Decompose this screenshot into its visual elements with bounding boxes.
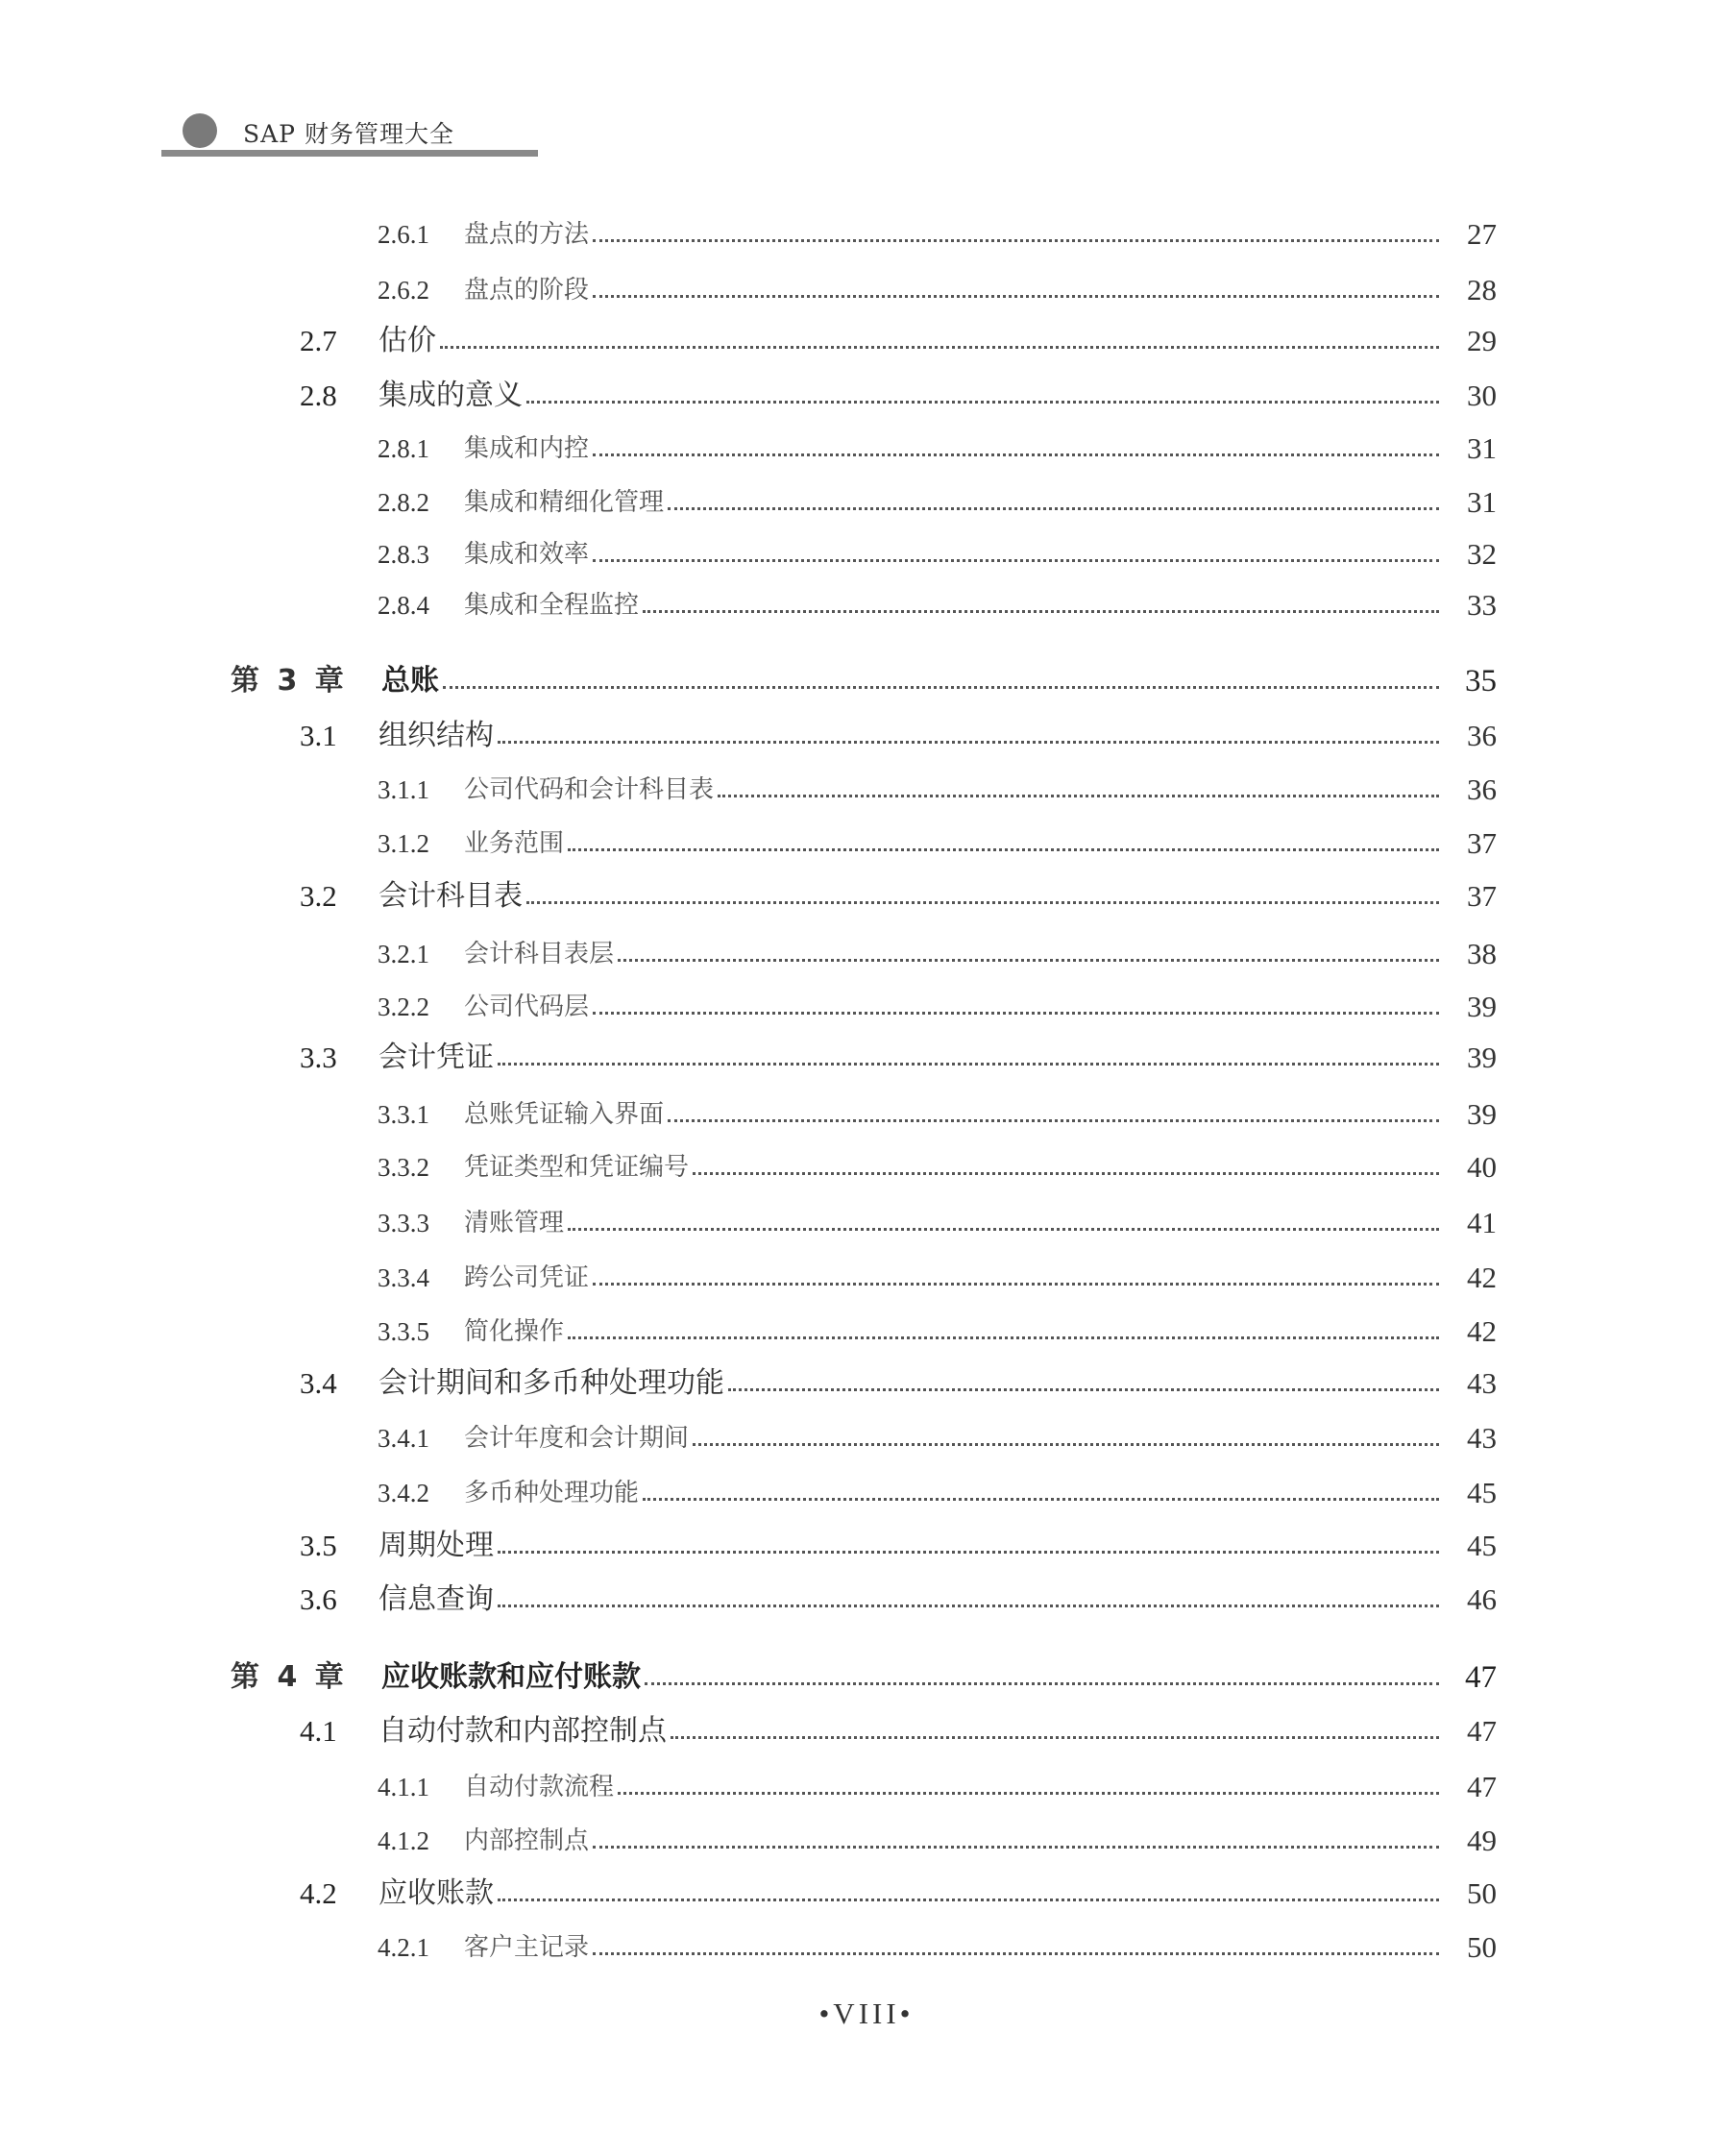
header-rule (161, 150, 538, 157)
toc-entry-number: 3.2.2 (378, 992, 429, 1021)
toc-entry[interactable] (0, 1923, 1733, 1972)
dot-leader (728, 1360, 1439, 1408)
dot-leader (593, 1817, 1439, 1865)
toc-entry-number: 3.2 (300, 879, 337, 913)
toc-entry-page: 45 (1467, 1529, 1497, 1562)
toc-entry-number: 4.1.2 (378, 1826, 429, 1855)
toc-entry[interactable] (0, 1707, 1733, 1755)
toc-entry-number: 3.6 (300, 1582, 337, 1616)
toc-entry-page: 47 (1467, 1714, 1497, 1748)
toc-entry-page: 31 (1467, 431, 1497, 465)
toc-entry-number: 3.3.5 (378, 1317, 429, 1346)
toc-entry-title: 集成和内控 (464, 434, 590, 463)
toc-entry-page: 46 (1467, 1582, 1497, 1616)
toc-entry-page: 36 (1467, 719, 1497, 752)
toc-entry[interactable] (0, 372, 1733, 420)
toc-entry-title: 盘点的方法 (464, 220, 590, 249)
toc-entry-number: 3.3.4 (378, 1263, 429, 1292)
toc-entry-title: 集成和精细化管理 (464, 488, 665, 517)
toc-entry-title: 客户主记录 (464, 1933, 590, 1962)
toc-entry[interactable] (0, 766, 1733, 814)
toc-entry-page: 35 (1465, 664, 1497, 698)
toc-entry-page: 45 (1467, 1476, 1497, 1509)
toc-entry[interactable] (0, 712, 1733, 760)
toc-entry[interactable] (0, 1090, 1733, 1139)
toc-entry-number: 3.3.1 (378, 1100, 429, 1129)
dot-leader (498, 712, 1439, 760)
toc-entry-page: 39 (1467, 1097, 1497, 1131)
dot-leader (643, 581, 1439, 629)
dot-leader (498, 1870, 1439, 1918)
toc-entry-number: 3.1 (300, 719, 337, 752)
toc-entry-title: 盘点的阶段 (464, 276, 590, 305)
dot-leader (593, 1254, 1439, 1302)
dot-leader (526, 872, 1439, 920)
toc-entry-title: 组织结构 (378, 719, 494, 752)
toc-entry-title: 应收账款和应付账款 (381, 1660, 641, 1694)
book-title: SAP 财务管理大全 (243, 120, 454, 148)
dot-leader (593, 210, 1439, 258)
toc-entry-title: 自动付款流程 (464, 1773, 615, 1801)
toc-entry-title: 多币种处理功能 (464, 1479, 640, 1507)
toc-entry[interactable] (0, 1414, 1733, 1462)
dot-leader (643, 1469, 1439, 1517)
toc-entry-title: 会计科目表层 (464, 940, 615, 968)
toc-entry-number: 3.1.2 (378, 829, 429, 858)
toc-entry-number: 4.2.1 (378, 1933, 429, 1962)
toc-entry-title: 自动付款和内部控制点 (378, 1714, 667, 1748)
toc-entry-page: 33 (1467, 588, 1497, 622)
dot-leader (693, 1143, 1439, 1191)
toc-entry-page: 36 (1467, 772, 1497, 806)
toc-entry[interactable] (0, 872, 1733, 920)
toc-entry[interactable] (0, 1763, 1733, 1811)
toc-entry[interactable] (0, 478, 1733, 527)
toc-entry[interactable] (0, 317, 1733, 365)
toc-entry-number: 4.2 (300, 1876, 337, 1910)
toc-entry-page: 50 (1467, 1876, 1497, 1910)
dot-leader (568, 820, 1439, 868)
toc-entry-title: 内部控制点 (464, 1826, 590, 1855)
toc-entry-page: 42 (1467, 1314, 1497, 1348)
toc-entry-page: 31 (1467, 485, 1497, 519)
toc-entry[interactable] (0, 425, 1733, 473)
toc-entry-title: 会计科目表 (378, 879, 523, 913)
running-header (161, 108, 536, 156)
toc-entry-title: 清账管理 (464, 1209, 565, 1237)
toc-entry-page: 41 (1467, 1206, 1497, 1239)
toc-entry[interactable] (0, 1143, 1733, 1191)
toc-entry-title: 会计年度和会计期间 (464, 1424, 690, 1453)
dot-leader (645, 1654, 1439, 1702)
toc-entry-number: 4.1 (300, 1714, 337, 1748)
toc-entry-page: 37 (1467, 826, 1497, 860)
toc-entry-page: 28 (1467, 273, 1497, 306)
toc-entry-page: 50 (1467, 1930, 1497, 1964)
dot-leader (593, 266, 1439, 314)
toc-entry-title: 跨公司凭证 (464, 1263, 590, 1292)
toc-entry[interactable] (0, 1870, 1733, 1918)
toc-entry[interactable] (0, 1469, 1733, 1517)
toc-entry[interactable] (0, 1360, 1733, 1408)
dot-leader (671, 1707, 1439, 1755)
toc-entry-number: 3.3.3 (378, 1209, 429, 1237)
toc-entry-title: 会计期间和多币种处理功能 (378, 1366, 724, 1400)
dot-leader (498, 1576, 1439, 1624)
toc-entry-title: 估价 (378, 324, 436, 357)
toc-entry[interactable] (0, 1576, 1733, 1624)
toc-entry[interactable] (0, 266, 1733, 314)
toc-entry-page: 47 (1467, 1770, 1497, 1803)
toc-entry-title: 集成和全程监控 (464, 591, 640, 620)
toc-entry-number: 3.2.1 (378, 940, 429, 968)
toc-entry-title: 总账 (381, 664, 439, 698)
toc-entry-number: 4.1.1 (378, 1773, 429, 1801)
dot-leader (498, 1522, 1439, 1570)
toc-entry-number: 2.8.1 (378, 434, 429, 463)
toc-entry-number: 2.7 (300, 324, 337, 357)
dot-leader (440, 317, 1439, 365)
toc-entry-title: 简化操作 (464, 1317, 565, 1346)
toc-entry[interactable] (0, 930, 1733, 978)
toc-entry[interactable] (0, 1254, 1733, 1302)
toc-entry-number: 3.4 (300, 1366, 337, 1400)
toc-entry[interactable] (0, 657, 1733, 705)
toc-entry[interactable] (0, 983, 1733, 1031)
dot-leader (618, 930, 1439, 978)
toc-entry-number: 2.8.2 (378, 488, 429, 517)
toc-entry[interactable] (0, 1308, 1733, 1356)
dot-leader (618, 1763, 1439, 1811)
toc-entry[interactable] (0, 1654, 1733, 1702)
dot-leader (498, 1034, 1439, 1082)
toc-entry-number: 3.3 (300, 1041, 337, 1074)
toc-entry-page: 30 (1467, 379, 1497, 412)
toc-entry[interactable] (0, 1199, 1733, 1247)
dot-leader (593, 425, 1439, 473)
dot-leader (693, 1414, 1439, 1462)
toc-entry-page: 27 (1467, 217, 1497, 251)
toc-entry-title: 公司代码层 (464, 992, 590, 1021)
toc-entry-page: 38 (1467, 937, 1497, 970)
toc-entry-title: 信息查询 (378, 1582, 494, 1616)
toc-entry[interactable] (0, 1034, 1733, 1082)
toc-entry[interactable] (0, 581, 1733, 629)
toc-entry-page: 39 (1467, 990, 1497, 1023)
toc-entry-number: 2.6.2 (378, 276, 429, 305)
toc-entry[interactable] (0, 1817, 1733, 1865)
toc-entry-number: 2.8.3 (378, 540, 429, 569)
toc-entry-title: 凭证类型和凭证编号 (464, 1153, 690, 1182)
dot-leader (668, 478, 1439, 527)
dot-leader (568, 1308, 1439, 1356)
toc-entry-page: 49 (1467, 1824, 1497, 1857)
toc-entry-title: 应收账款 (378, 1876, 494, 1910)
dot-leader (593, 530, 1439, 578)
dot-leader (526, 372, 1439, 420)
dot-leader (443, 657, 1439, 705)
toc-entry-number: 3.4.2 (378, 1479, 429, 1507)
toc-entry-title: 业务范围 (464, 829, 565, 858)
toc-entry-title: 周期处理 (378, 1529, 494, 1562)
toc-entry-page: 47 (1465, 1660, 1497, 1695)
toc-entry-page: 32 (1467, 537, 1497, 571)
toc-entry-number: 第 3 章 (231, 664, 348, 698)
toc-entry-page: 43 (1467, 1421, 1497, 1455)
toc-entry-page: 39 (1467, 1041, 1497, 1074)
dot-leader (593, 1923, 1439, 1972)
toc-entry[interactable] (0, 1522, 1733, 1570)
header-circle-ornament (183, 113, 217, 148)
toc-entry-number: 3.5 (300, 1529, 337, 1562)
toc-entry-number: 2.6.1 (378, 220, 429, 249)
dot-leader (568, 1199, 1439, 1247)
toc-entry-page: 37 (1467, 879, 1497, 913)
toc-entry[interactable] (0, 530, 1733, 578)
toc-entry[interactable] (0, 210, 1733, 258)
toc-entry-number: 3.4.1 (378, 1424, 429, 1453)
toc-entry-number: 2.8.4 (378, 591, 429, 620)
toc-entry-title: 集成和效率 (464, 540, 590, 569)
toc-entry-number: 第 4 章 (231, 1660, 348, 1694)
toc-entry-title: 公司代码和会计科目表 (464, 775, 715, 804)
toc-entry-page: 42 (1467, 1261, 1497, 1294)
toc-entry-number: 3.1.1 (378, 775, 429, 804)
toc-entry-number: 2.8 (300, 379, 337, 412)
toc-entry-title: 会计凭证 (378, 1041, 494, 1074)
toc-entry-number: 3.3.2 (378, 1153, 429, 1182)
page-number: •VIII• (818, 1997, 915, 2030)
toc-entry-page: 43 (1467, 1366, 1497, 1400)
dot-leader (718, 766, 1439, 814)
dot-leader (668, 1090, 1439, 1139)
toc-entry-title: 集成的意义 (378, 379, 523, 412)
toc-entry-page: 29 (1467, 324, 1497, 357)
toc-entry[interactable] (0, 820, 1733, 868)
toc-entry-title: 总账凭证输入界面 (464, 1100, 665, 1129)
toc-entry-page: 40 (1467, 1150, 1497, 1184)
dot-leader (593, 983, 1439, 1031)
